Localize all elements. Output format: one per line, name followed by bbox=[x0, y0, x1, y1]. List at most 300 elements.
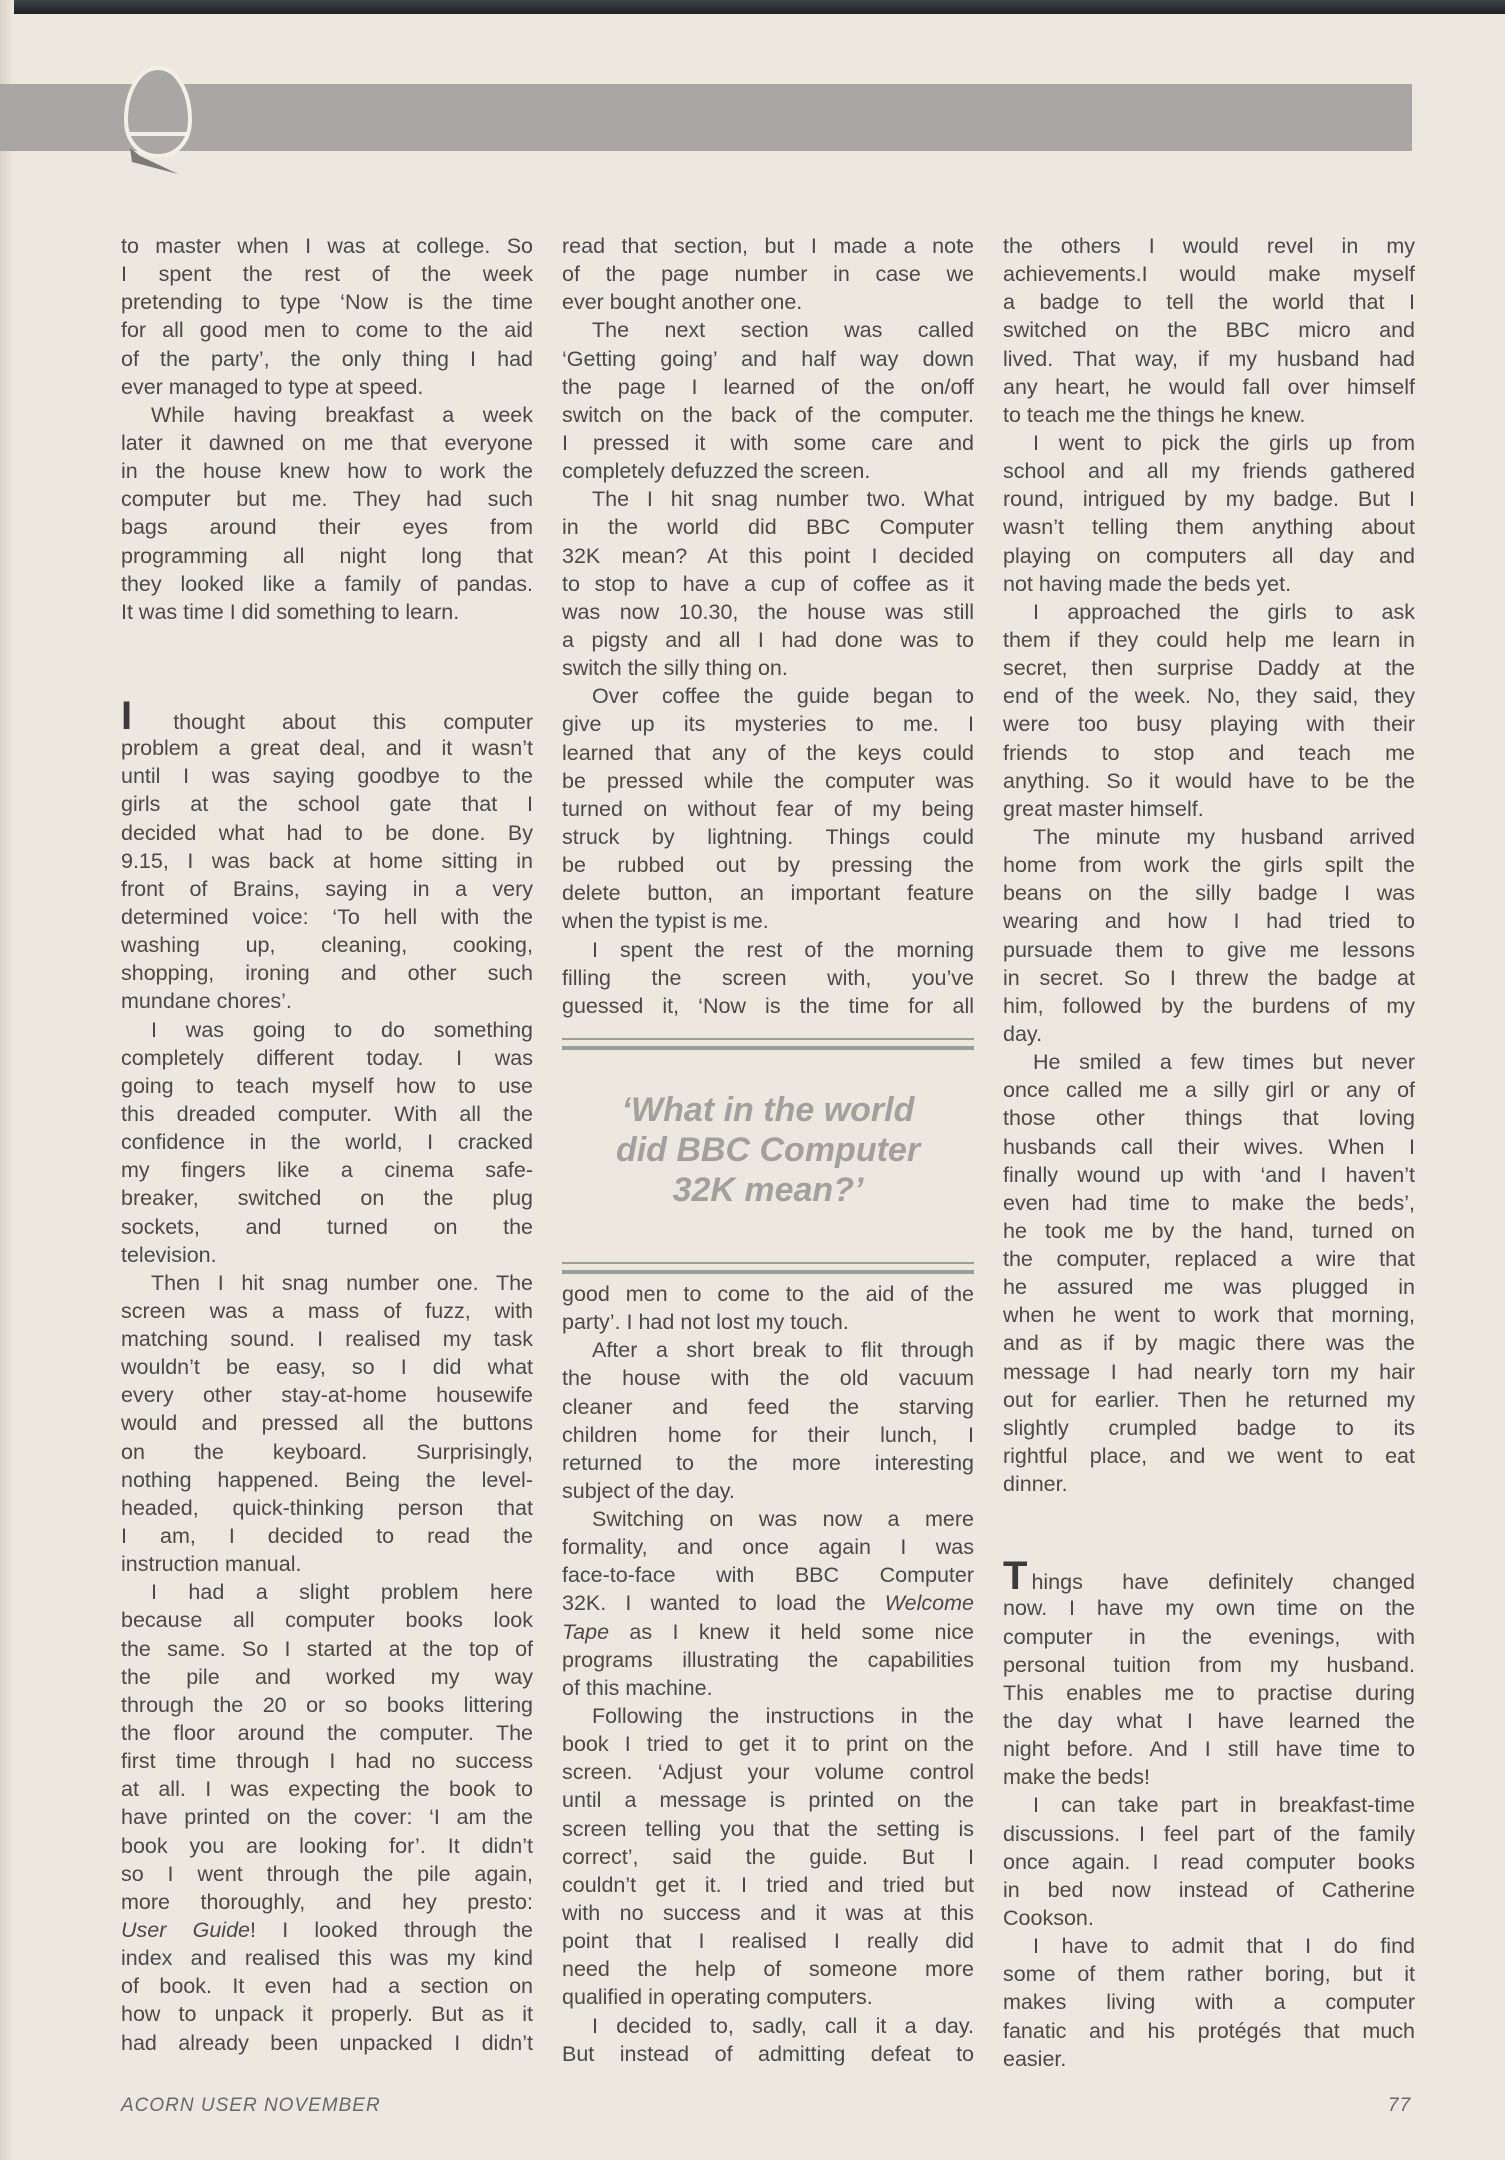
text-line bbox=[562, 1702, 974, 1730]
text-line bbox=[121, 1466, 533, 1494]
text-line bbox=[1003, 1904, 1415, 1932]
text-line bbox=[121, 1550, 533, 1578]
text-segment: slightly crumpled badge to its bbox=[1003, 1415, 1415, 1440]
text-line bbox=[121, 1044, 533, 1072]
text-segment: decided what had to be done. By bbox=[121, 820, 533, 845]
text-line bbox=[1003, 1386, 1415, 1414]
text-segment: hings have definitely changed bbox=[1031, 1570, 1415, 1595]
text-segment: This enables me to practise during bbox=[1003, 1680, 1415, 1705]
text-line bbox=[1003, 1245, 1415, 1273]
text-line bbox=[121, 1072, 533, 1100]
text-line bbox=[1003, 1960, 1415, 1988]
pull-quote-rule-top bbox=[562, 1038, 974, 1050]
text-segment: the house with the old vacuum bbox=[562, 1366, 974, 1391]
text-line bbox=[121, 513, 533, 541]
article-paragraph bbox=[1003, 429, 1415, 598]
text-segment: wearing and how I had tried to bbox=[1003, 909, 1415, 934]
text-segment: I spent the rest of the morning bbox=[592, 937, 974, 962]
text-segment: completely defuzzed the screen. bbox=[562, 459, 871, 484]
article-paragraph bbox=[121, 232, 533, 401]
text-line bbox=[1003, 1189, 1415, 1217]
text-segment: instruction manual. bbox=[121, 1552, 302, 1577]
text-line bbox=[1003, 1442, 1415, 1470]
text-line bbox=[1003, 879, 1415, 907]
text-segment: Cookson. bbox=[1003, 1906, 1094, 1931]
italic-title: Tape bbox=[562, 1619, 610, 1644]
text-segment: ever managed to type at speed. bbox=[121, 374, 424, 399]
text-segment: nothing happened. Being the level- bbox=[121, 1467, 533, 1492]
text-segment: out for earlier. Then he returned my bbox=[1003, 1387, 1415, 1412]
text-line bbox=[121, 401, 533, 429]
text-line bbox=[1003, 1623, 1415, 1651]
article-paragraph bbox=[1003, 598, 1415, 823]
text-line bbox=[1003, 232, 1415, 260]
text-segment: would and pressed all the buttons bbox=[121, 1411, 533, 1436]
text-segment: front of Brains, saying in a very bbox=[121, 876, 533, 901]
text-segment: pursuade them to give me lessons bbox=[1003, 937, 1415, 962]
text-segment: discussions. I feel part of the family bbox=[1003, 1821, 1415, 1846]
text-segment: once called me a silly girl or any of bbox=[1003, 1078, 1415, 1103]
text-line bbox=[121, 1832, 533, 1860]
text-line bbox=[1003, 345, 1415, 373]
text-line bbox=[562, 739, 974, 767]
text-line bbox=[562, 1786, 974, 1814]
text-segment: and as if by magic there was the bbox=[1003, 1331, 1415, 1356]
text-line bbox=[121, 903, 533, 931]
text-segment: face-to-face with BBC Computer bbox=[562, 1563, 974, 1588]
text-line bbox=[562, 851, 974, 879]
text-line bbox=[121, 1100, 533, 1128]
header-bar bbox=[0, 84, 1412, 151]
text-segment: some of them rather boring, but it bbox=[1003, 1962, 1415, 1987]
text-line bbox=[121, 875, 533, 903]
text-line bbox=[121, 1606, 533, 1634]
text-line bbox=[121, 1860, 533, 1888]
text-segment: guessed it, ‘Now is the time for all bbox=[562, 993, 974, 1018]
text-segment: party’. I had not lost my touch. bbox=[562, 1310, 849, 1335]
text-line bbox=[562, 542, 974, 570]
text-segment: mundane chores’. bbox=[121, 989, 292, 1014]
text-segment: day. bbox=[1003, 1021, 1043, 1046]
text-line bbox=[562, 2012, 974, 2040]
text-segment: be rubbed out by pressing the bbox=[562, 853, 974, 878]
text-segment: him, followed by the burdens of my bbox=[1003, 993, 1415, 1018]
text-line bbox=[1003, 907, 1415, 935]
text-line bbox=[562, 373, 974, 401]
text-line bbox=[121, 1184, 533, 1212]
text-line bbox=[121, 1156, 533, 1184]
article-paragraph bbox=[562, 1336, 974, 1505]
text-line bbox=[121, 987, 533, 1015]
text-segment: in bed now instead of Catherine bbox=[1003, 1877, 1415, 1902]
text-segment: struck by lightning. Things could bbox=[562, 824, 974, 849]
article-paragraph bbox=[562, 1280, 974, 1336]
text-line bbox=[562, 710, 974, 738]
text-segment: fanatic and his protégés that much bbox=[1003, 2018, 1415, 2043]
text-line bbox=[562, 1674, 974, 1702]
text-line bbox=[562, 316, 974, 344]
text-segment: The minute my husband arrived bbox=[1033, 824, 1415, 849]
text-segment: I approached the girls to ask bbox=[1033, 599, 1415, 624]
text-segment: home from work the girls spilt the bbox=[1003, 853, 1415, 878]
footer-page-number: 77 bbox=[1388, 2095, 1412, 2116]
article-column-2 bbox=[562, 232, 974, 2068]
text-segment: index and realised this was my kind bbox=[121, 1946, 533, 1971]
drop-initial: T bbox=[1003, 1554, 1028, 1599]
text-line bbox=[121, 345, 533, 373]
text-line bbox=[1003, 992, 1415, 1020]
text-line bbox=[562, 1421, 974, 1449]
text-segment: I went to pick the girls up from bbox=[1033, 430, 1415, 455]
text-segment: beans on the silly badge I was bbox=[1003, 881, 1415, 906]
text-line bbox=[121, 762, 533, 790]
egg-logo-icon bbox=[118, 64, 198, 176]
text-line bbox=[1003, 795, 1415, 823]
text-line bbox=[562, 1364, 974, 1392]
text-segment: the others I would revel in my bbox=[1003, 234, 1415, 258]
text-line bbox=[562, 1955, 974, 1983]
text-line bbox=[121, 1578, 533, 1606]
text-segment: screen. ‘Adjust your volume control bbox=[562, 1760, 974, 1785]
text-line bbox=[121, 1213, 533, 1241]
text-segment: programming all night long that bbox=[121, 543, 533, 568]
text-segment: anything. So it would have to be the bbox=[1003, 768, 1415, 793]
text-line bbox=[1003, 2045, 1415, 2073]
text-segment: headed, quick-thinking person that bbox=[121, 1495, 533, 1520]
text-segment: great master himself. bbox=[1003, 796, 1204, 821]
text-segment: wouldn’t be easy, so I did what bbox=[121, 1355, 533, 1380]
pull-quote-rule-bottom bbox=[562, 1262, 974, 1274]
text-line bbox=[1003, 654, 1415, 682]
text-segment: After a short break to flit through bbox=[592, 1338, 974, 1363]
text-segment: at all. I was expecting the book to bbox=[121, 1777, 533, 1802]
text-line bbox=[1003, 1301, 1415, 1329]
text-segment: not having made the beds yet. bbox=[1003, 571, 1292, 596]
text-line bbox=[121, 1409, 533, 1437]
text-segment: formality, and once again I was bbox=[562, 1535, 974, 1560]
text-segment: Following the instructions in the bbox=[592, 1704, 974, 1729]
text-line bbox=[1003, 1554, 1415, 1599]
text-line bbox=[121, 1747, 533, 1775]
text-segment: While having breakfast a week bbox=[151, 402, 533, 427]
text-line bbox=[1003, 570, 1415, 598]
text-segment: The next section was called bbox=[592, 318, 974, 343]
text-line bbox=[562, 260, 974, 288]
text-segment: I decided to, sadly, call it a day. bbox=[592, 2013, 974, 2038]
text-segment: Switching on was now a mere bbox=[592, 1507, 974, 1532]
text-line bbox=[121, 959, 533, 987]
text-line bbox=[121, 1438, 533, 1466]
text-segment: I can take part in breakfast-time bbox=[1033, 1793, 1415, 1818]
text-segment: easier. bbox=[1003, 2046, 1067, 2071]
pull-quote-line: did BBC Computer bbox=[615, 1130, 921, 1169]
text-line bbox=[562, 1336, 974, 1364]
text-segment: shopping, ironing and other such bbox=[121, 961, 533, 986]
text-line bbox=[121, 232, 533, 260]
text-line bbox=[562, 1393, 974, 1421]
text-line bbox=[562, 1927, 974, 1955]
text-line bbox=[121, 1944, 533, 1972]
text-line bbox=[121, 1016, 533, 1044]
text-line bbox=[1003, 1932, 1415, 1960]
text-line bbox=[562, 1449, 974, 1477]
pull-quote bbox=[562, 1050, 974, 1262]
text-line bbox=[121, 1297, 533, 1325]
text-line bbox=[1003, 710, 1415, 738]
text-segment: I am, I decided to read the bbox=[121, 1524, 533, 1549]
text-line bbox=[562, 1308, 974, 1336]
text-line bbox=[121, 1663, 533, 1691]
text-line bbox=[562, 232, 974, 260]
text-line bbox=[121, 288, 533, 316]
text-line bbox=[1003, 1848, 1415, 1876]
text-line bbox=[1003, 1988, 1415, 2016]
text-line bbox=[121, 1972, 533, 2000]
text-line bbox=[1003, 739, 1415, 767]
text-line bbox=[121, 429, 533, 457]
article-paragraph bbox=[121, 693, 533, 1016]
text-line bbox=[562, 1505, 974, 1533]
drop-initial: I bbox=[121, 693, 133, 738]
text-line bbox=[562, 823, 974, 851]
text-line bbox=[121, 2000, 533, 2028]
text-line bbox=[121, 693, 533, 738]
text-segment: the pile and worked my way bbox=[121, 1664, 533, 1689]
text-line bbox=[1003, 1020, 1415, 1048]
text-line bbox=[1003, 1217, 1415, 1245]
text-line bbox=[121, 1775, 533, 1803]
text-segment: of book. It even had a section on bbox=[121, 1974, 533, 1999]
text-segment: subject of the day. bbox=[562, 1478, 735, 1503]
text-line bbox=[562, 1899, 974, 1927]
article-paragraph bbox=[562, 1702, 974, 2012]
text-segment: playing on computers all day and bbox=[1003, 543, 1415, 568]
text-segment: later it dawned on me that everyone bbox=[121, 430, 533, 455]
text-segment: ever bought another one. bbox=[562, 290, 803, 315]
article-paragraph bbox=[562, 2012, 974, 2068]
text-line bbox=[562, 598, 974, 626]
text-line bbox=[1003, 1651, 1415, 1679]
text-segment: finally wound up with ‘and I haven’t bbox=[1003, 1162, 1415, 1187]
text-segment: the computer, replaced a wire that bbox=[1003, 1247, 1415, 1272]
text-line bbox=[1003, 485, 1415, 513]
text-line bbox=[121, 1803, 533, 1831]
text-line bbox=[1003, 1820, 1415, 1848]
text-segment: But instead of admitting defeat to bbox=[562, 2041, 974, 2066]
text-segment: were too busy playing with their bbox=[1003, 712, 1415, 737]
text-segment: breaker, switched on the plug bbox=[121, 1186, 533, 1211]
text-segment: the day what I have learned the bbox=[1003, 1709, 1415, 1734]
text-segment: makes living with a computer bbox=[1003, 1990, 1415, 2015]
text-segment: read that section, but I made a note bbox=[562, 234, 974, 258]
text-line bbox=[562, 626, 974, 654]
text-segment: have printed on the cover: ‘I am the bbox=[121, 1805, 533, 1830]
text-segment: dinner. bbox=[1003, 1472, 1068, 1497]
text-segment: Over coffee the guide began to bbox=[592, 684, 974, 709]
text-line bbox=[1003, 457, 1415, 485]
text-segment: problem a great deal, and it wasn’t bbox=[121, 736, 533, 761]
text-line bbox=[562, 1730, 974, 1758]
text-segment: washing up, cleaning, cooking, bbox=[121, 933, 533, 958]
text-line bbox=[562, 513, 974, 541]
text-segment: computer but me. They had such bbox=[121, 487, 533, 512]
text-line bbox=[1003, 1358, 1415, 1386]
text-segment: give up its mysteries to me. I bbox=[562, 712, 974, 737]
text-line bbox=[121, 316, 533, 344]
text-segment: cleaner and feed the starving bbox=[562, 1394, 974, 1419]
text-line bbox=[121, 819, 533, 847]
text-line bbox=[121, 570, 533, 598]
text-segment: for all good men to come to the aid bbox=[121, 318, 533, 343]
text-segment: husbands call their wives. When I bbox=[1003, 1134, 1415, 1159]
text-segment: qualified in operating computers. bbox=[562, 1985, 873, 2010]
text-line bbox=[1003, 1707, 1415, 1735]
text-segment: was now 10.30, the house was still bbox=[562, 599, 974, 624]
article-paragraph bbox=[121, 401, 533, 626]
text-segment: bags around their eyes from bbox=[121, 515, 533, 540]
text-segment: programs illustrating the capabilities bbox=[562, 1647, 974, 1672]
text-line bbox=[562, 1533, 974, 1561]
text-segment: to stop to have a cup of coffee as it bbox=[562, 571, 974, 596]
article-paragraph bbox=[562, 936, 974, 1020]
text-segment: secret, then surprise Daddy at the bbox=[1003, 656, 1415, 681]
text-line bbox=[121, 1381, 533, 1409]
text-line bbox=[121, 1353, 533, 1381]
text-line bbox=[562, 964, 974, 992]
text-line bbox=[1003, 1076, 1415, 1104]
text-line bbox=[121, 847, 533, 875]
text-segment: ‘Getting going’ and half way down bbox=[562, 346, 974, 371]
text-segment: He smiled a few times but never bbox=[1033, 1050, 1415, 1075]
text-segment: night before. And I still have time to bbox=[1003, 1737, 1415, 1762]
text-segment: 32K. I wanted to load the bbox=[562, 1591, 885, 1616]
text-segment: when the typist is me. bbox=[562, 909, 769, 934]
text-segment: the same. So I started at the top of bbox=[121, 1636, 533, 1661]
text-line bbox=[1003, 1273, 1415, 1301]
article-column-3 bbox=[1003, 232, 1415, 2073]
page-top-edge bbox=[0, 0, 1505, 14]
text-segment: learned that any of the keys could bbox=[562, 740, 974, 765]
text-line bbox=[1003, 598, 1415, 626]
text-segment: book I tried to get it to print on the bbox=[562, 1732, 974, 1757]
text-line bbox=[562, 429, 974, 457]
text-line bbox=[1003, 401, 1415, 429]
text-line bbox=[562, 401, 974, 429]
text-segment: delete button, an important feature bbox=[562, 881, 974, 906]
text-segment: sockets, and turned on the bbox=[121, 1214, 533, 1239]
text-line bbox=[562, 1589, 974, 1617]
text-line bbox=[121, 1241, 533, 1269]
text-line bbox=[562, 288, 974, 316]
text-segment: any heart, he would fall over himself bbox=[1003, 374, 1415, 399]
article-paragraph bbox=[121, 1016, 533, 1269]
text-segment: school and all my friends gathered bbox=[1003, 459, 1415, 484]
text-segment: until I was saying goodbye to the bbox=[121, 764, 533, 789]
text-segment: once again. I read computer books bbox=[1003, 1849, 1415, 1874]
text-segment: even had time to make the beds’, bbox=[1003, 1190, 1415, 1215]
text-line bbox=[1003, 1594, 1415, 1622]
text-line bbox=[121, 1888, 533, 1916]
text-line bbox=[562, 1618, 974, 1646]
text-segment: with no success and it was at this bbox=[562, 1901, 974, 1926]
text-segment: those other things that loving bbox=[1003, 1106, 1415, 1131]
text-line bbox=[1003, 767, 1415, 795]
text-line bbox=[562, 936, 974, 964]
text-segment: filling the screen with, you’ve bbox=[562, 965, 974, 990]
text-segment: completely different today. I was bbox=[121, 1045, 533, 1070]
text-line bbox=[1003, 1133, 1415, 1161]
text-line bbox=[121, 734, 533, 762]
text-segment: to teach me the things he knew. bbox=[1003, 402, 1306, 427]
text-segment: point that I realised I really did bbox=[562, 1929, 974, 1954]
text-segment: now. I have my own time on the bbox=[1003, 1596, 1415, 1621]
text-segment: I was going to do something bbox=[151, 1017, 533, 1042]
article-paragraph bbox=[562, 232, 974, 316]
text-line bbox=[1003, 626, 1415, 654]
article-paragraph bbox=[1003, 1791, 1415, 1932]
text-segment: through the 20 or so books littering bbox=[121, 1692, 533, 1717]
text-line bbox=[1003, 1161, 1415, 1189]
text-segment: message I had nearly torn my hair bbox=[1003, 1359, 1415, 1384]
text-line bbox=[1003, 1329, 1415, 1357]
text-line bbox=[121, 931, 533, 959]
text-segment: end of the week. No, they said, they bbox=[1003, 684, 1415, 709]
text-segment: television. bbox=[121, 1242, 217, 1267]
text-line bbox=[1003, 1791, 1415, 1819]
article-paragraph bbox=[1003, 232, 1415, 429]
text-segment: a pigsty and all I had done was to bbox=[562, 627, 974, 652]
text-segment: they looked like a family of pandas. bbox=[121, 571, 533, 596]
text-line bbox=[1003, 936, 1415, 964]
text-segment: turned on without fear of my being bbox=[562, 796, 974, 821]
text-segment: I had a slight problem here bbox=[151, 1580, 533, 1605]
text-line bbox=[121, 1522, 533, 1550]
text-segment: personal tuition from my husband. bbox=[1003, 1652, 1415, 1677]
text-segment: 9.15, I was back at home sitting in bbox=[121, 848, 533, 873]
text-line bbox=[562, 485, 974, 513]
text-line bbox=[1003, 964, 1415, 992]
article-paragraph bbox=[562, 316, 974, 485]
text-segment: returned to the more interesting bbox=[562, 1450, 974, 1475]
text-segment: Then I hit snag number one. The bbox=[151, 1270, 533, 1295]
text-segment: the floor around the computer. The bbox=[121, 1721, 533, 1746]
pull-quote-line: ‘What in the world bbox=[621, 1090, 915, 1129]
text-line bbox=[121, 260, 533, 288]
text-segment: in the house knew how to work the bbox=[121, 459, 533, 484]
text-line bbox=[562, 654, 974, 682]
text-segment: friends to stop and teach me bbox=[1003, 740, 1415, 765]
text-segment: as I knew it held some nice bbox=[609, 1619, 974, 1644]
text-segment: so I went through the pile again, bbox=[121, 1861, 533, 1886]
text-line bbox=[562, 570, 974, 598]
text-segment: girls at the school gate that I bbox=[121, 792, 533, 817]
text-line bbox=[121, 2029, 533, 2057]
article-paragraph bbox=[1003, 1932, 1415, 2073]
text-segment: had already been unpacked I didn’t bbox=[121, 2030, 533, 2055]
text-line bbox=[1003, 1104, 1415, 1132]
text-segment: to master when I was at college. So bbox=[121, 234, 533, 258]
text-segment: when he went to work that morning, bbox=[1003, 1303, 1415, 1328]
text-line bbox=[562, 1280, 974, 1308]
text-line bbox=[121, 1128, 533, 1156]
article-paragraph bbox=[1003, 823, 1415, 1048]
text-line bbox=[1003, 288, 1415, 316]
text-line bbox=[1003, 429, 1415, 457]
text-line bbox=[1003, 1414, 1415, 1442]
text-segment: round, intrigued by my badge. But I bbox=[1003, 487, 1415, 512]
text-line bbox=[1003, 316, 1415, 344]
article-paragraph bbox=[1003, 1554, 1415, 1791]
